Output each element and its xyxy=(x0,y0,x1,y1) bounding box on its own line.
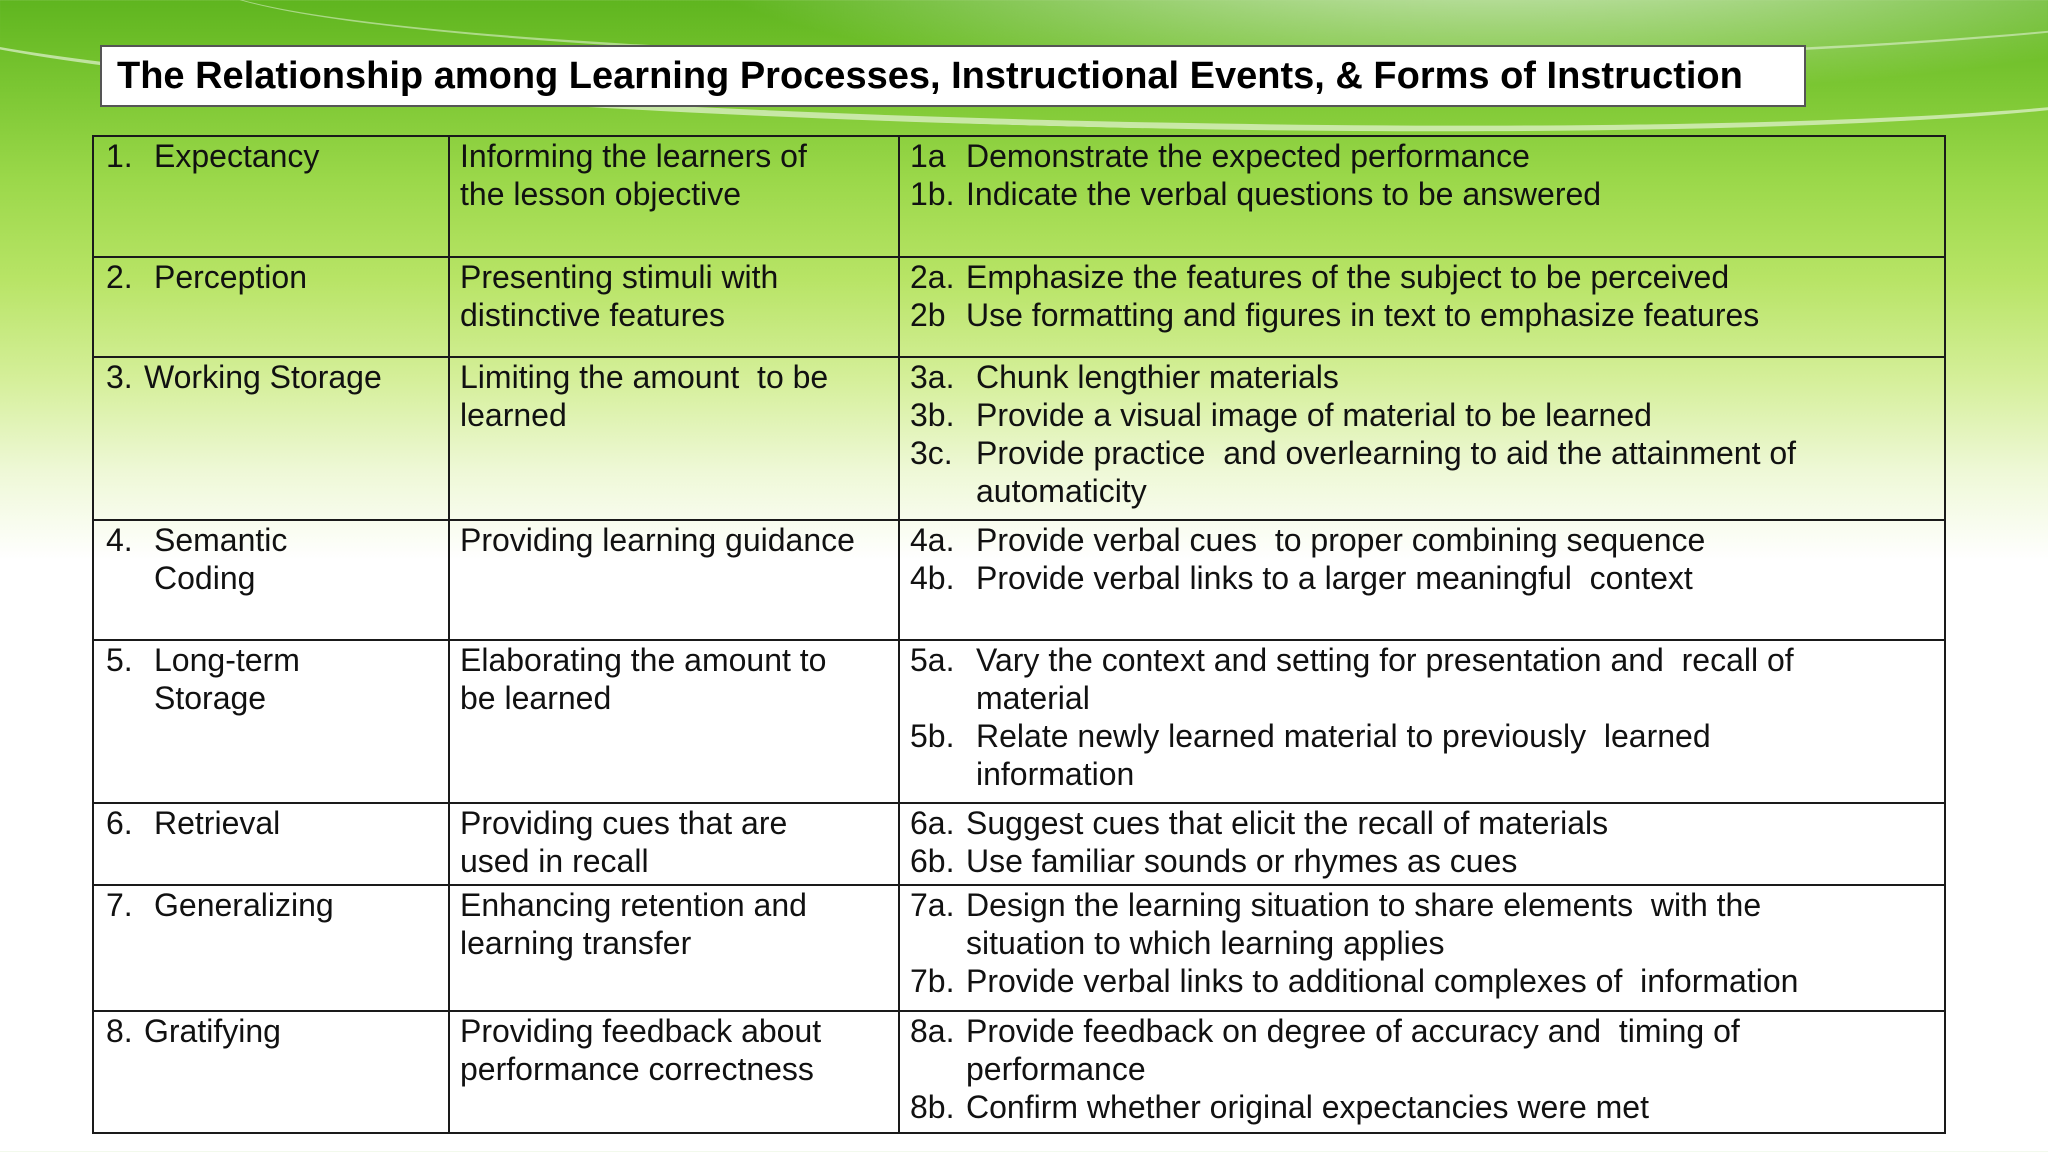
event-cell xyxy=(449,640,899,803)
forms-cell xyxy=(899,136,1945,257)
form-code: 1b. xyxy=(910,176,955,212)
process-name: Retrieval xyxy=(154,805,281,841)
form-item xyxy=(910,717,1944,793)
event-cell xyxy=(449,136,899,257)
forms-cell xyxy=(899,357,1945,520)
process-number: 4. xyxy=(106,522,133,558)
event-line: be learned xyxy=(460,680,612,716)
process-cell xyxy=(93,1011,449,1133)
event-line: distinctive features xyxy=(460,297,726,333)
form-item xyxy=(910,962,1944,1000)
process-label xyxy=(106,1012,448,1050)
form-code: 5b. xyxy=(910,718,955,754)
form-code: 4b. xyxy=(910,560,955,596)
form-item xyxy=(910,175,1944,213)
event-cell xyxy=(449,885,899,1011)
event-cell xyxy=(449,357,899,520)
event-line: Enhancing retention and xyxy=(460,887,807,923)
process-cell xyxy=(93,640,449,803)
process-number: 3. xyxy=(106,359,133,395)
form-code: 8b. xyxy=(910,1089,955,1125)
form-text: Emphasize the features of the subject to be perceived xyxy=(966,259,1730,295)
process-cell xyxy=(93,357,449,520)
event-cell xyxy=(449,803,899,885)
forms-cell xyxy=(899,885,1945,1011)
process-cell xyxy=(93,520,449,640)
form-text: Use familiar sounds or rhymes as cues xyxy=(966,843,1518,879)
form-item xyxy=(910,641,1944,717)
event-line: Providing feedback about xyxy=(460,1013,822,1049)
event-line: learning transfer xyxy=(460,925,692,961)
table-row xyxy=(93,1011,1945,1133)
process-name: Long-term Storage xyxy=(154,642,300,716)
form-text: Provide feedback on degree of accuracy and timing of performance xyxy=(966,1013,1749,1087)
process-name: Semantic Coding xyxy=(154,522,288,596)
form-item xyxy=(910,1088,1944,1126)
event-line: learned xyxy=(460,397,567,433)
form-code: 6a. xyxy=(910,805,955,841)
form-text: Provide verbal links to additional complexes of information xyxy=(966,963,1799,999)
process-cell xyxy=(93,803,449,885)
form-code: 3c. xyxy=(910,435,953,471)
form-code: 2a. xyxy=(910,259,955,295)
form-code: 1a xyxy=(910,138,946,174)
form-item xyxy=(910,1012,1944,1088)
process-name: Gratifying xyxy=(144,1013,281,1049)
form-item xyxy=(910,296,1944,334)
form-code: 4a. xyxy=(910,522,955,558)
process-label xyxy=(106,137,448,175)
event-line: Providing cues that are xyxy=(460,805,788,841)
form-text: Use formatting and figures in text to emphasize features xyxy=(966,297,1760,333)
process-label xyxy=(106,804,448,842)
process-label xyxy=(106,641,448,717)
form-item xyxy=(910,358,1944,396)
table-row xyxy=(93,520,1945,640)
form-text: Confirm whether original expectancies were met xyxy=(966,1089,1649,1125)
process-number: 8. xyxy=(106,1013,133,1049)
form-text: Provide verbal cues to proper combining sequence xyxy=(976,522,1706,558)
process-label xyxy=(106,886,448,924)
event-cell xyxy=(449,257,899,357)
table-row xyxy=(93,136,1945,257)
form-code: 3a. xyxy=(910,359,955,395)
event-line: performance correctness xyxy=(460,1051,814,1087)
table-row xyxy=(93,357,1945,520)
process-number: 2. xyxy=(106,259,133,295)
process-cell xyxy=(93,257,449,357)
form-item xyxy=(910,886,1944,962)
event-line: the lesson objective xyxy=(460,176,742,212)
learning-process-table xyxy=(92,135,1946,1134)
process-cell xyxy=(93,885,449,1011)
event-line: Informing the learners of xyxy=(460,138,807,174)
form-text: Design the learning situation to share elements with the situation to which learning applies xyxy=(966,887,1771,961)
form-text: Demonstrate the expected performance xyxy=(966,138,1530,174)
forms-cell xyxy=(899,640,1945,803)
form-code: 6b. xyxy=(910,843,955,879)
form-item xyxy=(910,396,1944,434)
event-line: Presenting stimuli with xyxy=(460,259,779,295)
process-name: Expectancy xyxy=(154,138,320,174)
title-box xyxy=(100,45,1806,107)
form-text: Chunk lengthier materials xyxy=(976,359,1339,395)
form-text: Indicate the verbal questions to be answered xyxy=(966,176,1602,212)
form-code: 7a. xyxy=(910,887,955,923)
event-line: Elaborating the amount to xyxy=(460,642,827,678)
process-number: 7. xyxy=(106,887,133,923)
forms-cell xyxy=(899,520,1945,640)
form-text: Suggest cues that elicit the recall of materials xyxy=(966,805,1609,841)
form-item xyxy=(910,258,1944,296)
process-name: Perception xyxy=(154,259,307,295)
form-item xyxy=(910,559,1944,597)
event-cell xyxy=(449,520,899,640)
form-text: Provide a visual image of material to be learned xyxy=(976,397,1652,433)
form-code: 8a. xyxy=(910,1013,955,1049)
table-row xyxy=(93,885,1945,1011)
form-item xyxy=(910,521,1944,559)
table-row xyxy=(93,640,1945,803)
slide-title: The Relationship among Learning Processes, Instructional Events, & Forms of Instruction xyxy=(117,54,1743,97)
table-row xyxy=(93,257,1945,357)
forms-cell xyxy=(899,1011,1945,1133)
process-label xyxy=(106,258,448,296)
form-item xyxy=(910,434,1944,510)
form-text: Vary the context and setting for presentation and recall of material xyxy=(976,642,1803,716)
form-code: 7b. xyxy=(910,963,955,999)
form-code: 5a. xyxy=(910,642,955,678)
event-cell xyxy=(449,1011,899,1133)
process-number: 1. xyxy=(106,138,133,174)
process-label xyxy=(106,521,448,597)
form-code: 3b. xyxy=(910,397,955,433)
event-line: used in recall xyxy=(460,843,649,879)
process-name: Generalizing xyxy=(154,887,334,923)
form-item xyxy=(910,842,1944,880)
table-row xyxy=(93,803,1945,885)
event-line: Providing learning guidance xyxy=(460,522,855,558)
form-item xyxy=(910,804,1944,842)
forms-cell xyxy=(899,803,1945,885)
form-code: 2b xyxy=(910,297,946,333)
event-line: Limiting the amount to be xyxy=(460,359,829,395)
process-name: Working Storage xyxy=(144,359,382,395)
process-cell xyxy=(93,136,449,257)
process-label xyxy=(106,358,448,396)
form-text: Relate newly learned material to previously learned information xyxy=(976,718,1720,792)
forms-cell xyxy=(899,257,1945,357)
form-text: Provide practice and overlearning to aid the attainment of automaticity xyxy=(976,435,1805,509)
process-number: 5. xyxy=(106,642,133,678)
form-item xyxy=(910,137,1944,175)
process-number: 6. xyxy=(106,805,133,841)
form-text: Provide verbal links to a larger meaningful context xyxy=(976,560,1693,596)
